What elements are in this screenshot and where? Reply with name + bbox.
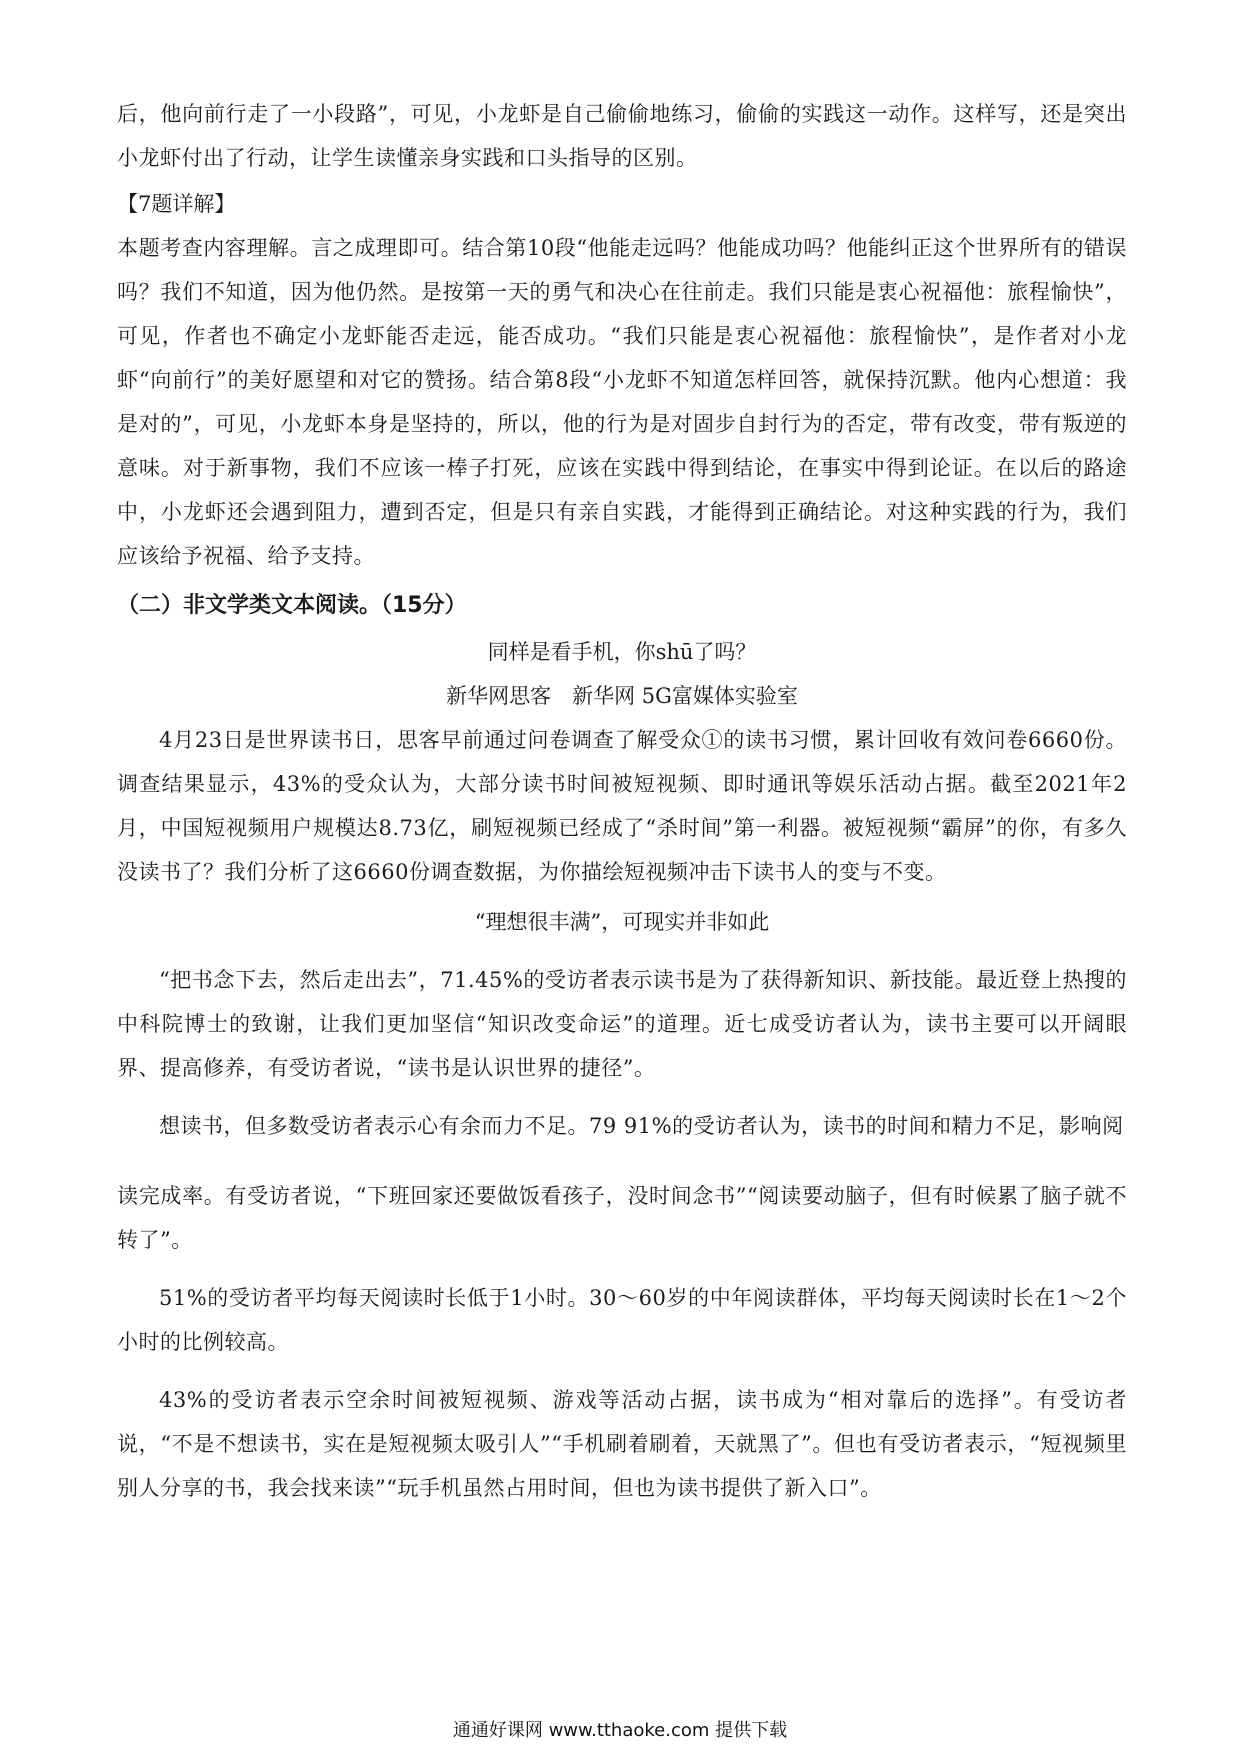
- q7-heading: 【7题详解】: [117, 192, 236, 216]
- article-title: 同样是看手机，你shū了吗？: [487, 640, 757, 664]
- article-paragraph-4: 51%的受访者平均每天阅读时长低于1小时。30～60岁的中年阅读群体，平均每天阅读时长在1～2个小时的比例较高。: [117, 1286, 1127, 1354]
- article-byline: 新华网思客 新华网 5G富媒体实验室: [446, 684, 798, 708]
- section-heading: （二）非文学类文本阅读。（15分）: [117, 593, 467, 618]
- article-paragraph-5: 43%的受访者表示空余时间被短视频、游戏等活动占据，读书成为“相对靠后的选择”。有受访者说，“不是不想读书，实在是短视频太吸引人”“手机刷着刷着，天就黑了”。但也有受访者表示，“短视频里别人分享的书，我会找来读”“玩手机虽然占用时间，但也为读书提供了新入口”。: [117, 1388, 1127, 1500]
- article-paragraph-2: “把书念下去，然后走出去”，71.45%的受访者表示读书是为了获得新知识、新技能。最近登上热搜的中科院博士的致谢，让我们更加坚信“知识改变命运”的道理。近七成受访者认为，读书主要可以开阔眼界、提高修养，有受访者说，“读书是认识世界的捷径”。: [117, 968, 1127, 1080]
- article-subheading: “理想很丰满”，可现实并非如此: [474, 910, 770, 934]
- q7-paragraph: 本题考查内容理解。言之成理即可。结合第10段“他能走远吗？他能成功吗？他能纠正这个世界所有的错误吗？我们不知道，因为他仍然。是按第一天的勇气和决心在往前走。我们只能是衷心祝福他：旅程愉快”，可见，作者也不确定小龙虾能否走远，能否成功。“我们只能是衷心祝福他：旅程愉快”，是作者对小龙虾“向前行”的美好愿望和对它的赞扬。结合第8段“小龙虾不知道怎样回答，就保持沉默。他内心想道：我是对的”，可见，小龙虾本身是坚持的，所以，他的行为是对固步自封行为的否定，带有改变，带有叛逆的意味。对于新事物，我们不应该一棒子打死，应该在实践中得到结论，在事实中得到论证。在以后的路途中，小龙虾还会遇到阻力，遭到否定，但是只有亲自实践，才能得到正确结论。对这种实践的行为，我们应该给予祝福、给予支持。: [117, 236, 1127, 568]
- article-paragraph-3a: 想读书，但多数受访者表示心有余而力不足。79 91%的受访者认为，读书的时间和精力不足，影响阅: [159, 1114, 1124, 1138]
- article-paragraph-3b: 读完成率。有受访者说，“下班回家还要做饭看孩子，没时间念书”“阅读要动脑子，但有时候累了脑子就不转了”。: [117, 1184, 1127, 1252]
- page-footer: 通通好课网 www.tthaoke.com 提供下载: [452, 1720, 788, 1741]
- document-page: [117, 92, 1127, 1510]
- top-paragraph: 后，他向前行走了一小段路”，可见，小龙虾是自己偷偷地练习，偷偷的实践这一动作。这样写，还是突出小龙虾付出了行动，让学生读懂亲身实践和口头指导的区别。: [117, 102, 1127, 170]
- article-paragraph-1: 4月23日是世界读书日，思客早前通过问卷调查了解受众①的读书习惯，累计回收有效问卷6660份。调查结果显示，43%的受众认为，大部分读书时间被短视频、即时通讯等娱乐活动占据。截至2021年2月，中国短视频用户规模达8.73亿，刷短视频已经成了“杀时间”第一利器。被短视频“霸屏”的你，有多久没读书了？我们分析了这6660份调查数据，为你描绘短视频冲击下读书人的变与不变。: [117, 728, 1127, 884]
